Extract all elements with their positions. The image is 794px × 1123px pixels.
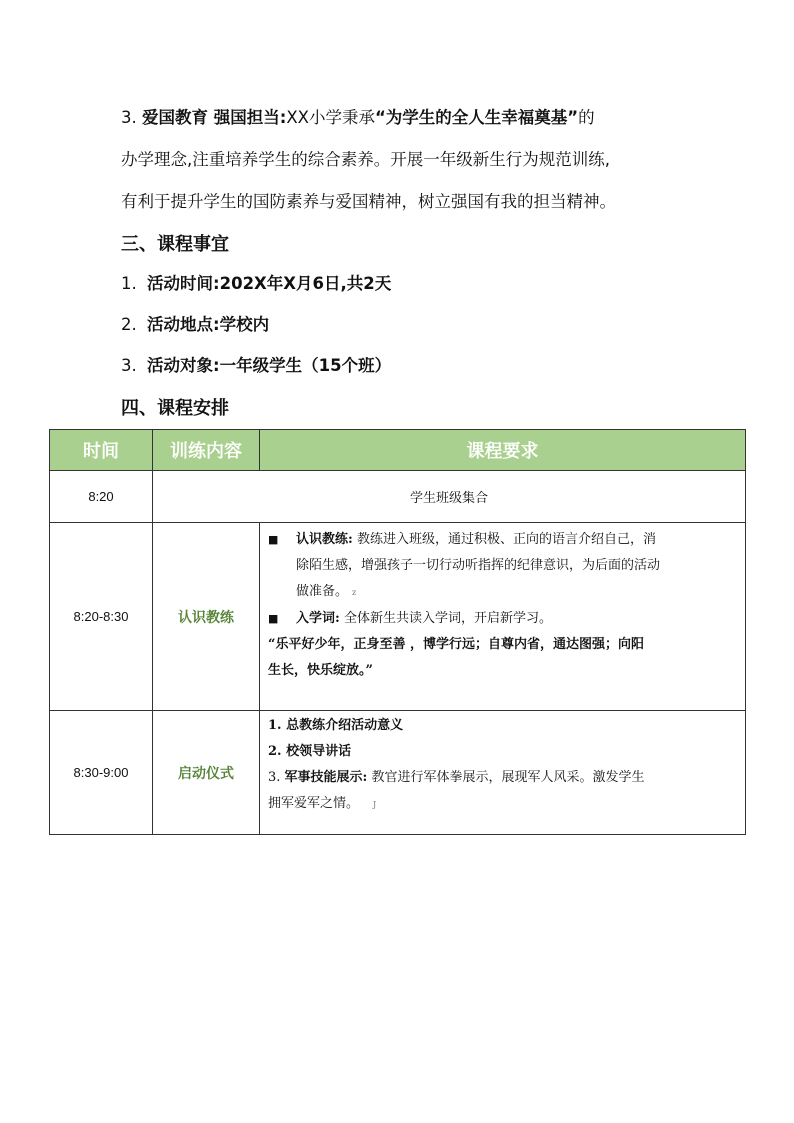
square-bullet-icon: ■: [268, 612, 279, 625]
section-3-title: 三、课程事宜: [121, 234, 229, 255]
table-row: [50, 711, 746, 835]
row3-line3-title: 军事技能展示:: [284, 770, 368, 785]
para3-text1: XX小学秉承: [286, 108, 375, 127]
list-item-label: 活动时间:: [147, 274, 220, 293]
row3-line3-prefix: 3.: [268, 770, 285, 785]
list-item-number: 3.: [121, 356, 137, 375]
bullet1-title: 认识教练:: [296, 532, 353, 547]
list-item-time: [121, 272, 391, 296]
paragraph-mark-icon: z: [352, 588, 357, 597]
table-header-row: [50, 430, 746, 471]
paragraph-3-line1: [121, 106, 595, 130]
square-bullet-icon: ■: [268, 533, 279, 546]
list-item-label: 活动对象:: [147, 356, 220, 375]
row3-requirements: [260, 711, 746, 835]
motto-line1: “乐平好少年，正身至善 ，博学行远；自尊内省，通达图强；向阳: [268, 637, 645, 652]
row3-line4: 拥军爱军之情。: [268, 796, 360, 811]
motto-line2: 生长，快乐绽放。”: [268, 663, 373, 678]
row2-requirements: [260, 523, 746, 711]
bullet1-line2: 除陌生感，增强孩子一切行动听指挥的纪律意识，为后面的活动: [296, 558, 661, 573]
bullet1-line3: 做准备。: [296, 584, 349, 599]
row2-time: 8:20-8:30: [50, 523, 153, 711]
section-4-title: 四、课程安排: [121, 398, 229, 419]
paragraph-mark-icon: J: [373, 800, 377, 809]
table-row: [50, 523, 746, 711]
row3-time: 8:30-9:00: [50, 711, 153, 835]
table-row: [50, 471, 746, 523]
bullet2-text: 全体新生共读入学词，开启新学习。: [343, 611, 552, 626]
row2-bullet2: [268, 606, 737, 632]
row2-bullet1: [268, 527, 737, 553]
header-content: 训练内容: [153, 430, 260, 471]
list-item-value: 学校内: [219, 315, 270, 334]
row1-content: 学生班级集合: [153, 471, 746, 523]
header-time: 时间: [50, 430, 153, 471]
list-item-location: [121, 313, 269, 337]
list-item-audience: [121, 354, 391, 378]
list-item-number: 1.: [121, 274, 137, 293]
bullet2-title: 入学词:: [296, 611, 340, 626]
para3-bold-title: 爱国教育 强国担当:: [142, 108, 287, 127]
header-requirements: 课程要求: [260, 430, 746, 471]
list-item-value: 一年级学生（15个班）: [219, 356, 392, 375]
row3-line3-text: 教官进行军体拳展示，展现军人风采。激发学生: [371, 770, 645, 785]
row2-item: 认识教练: [153, 523, 260, 711]
paragraph-3-line2: 办学理念,注重培养学生的综合素养。开展一年级新生行为规范训练,: [121, 150, 610, 169]
row3-line3: [268, 765, 737, 791]
para3-prefix: 3.: [121, 108, 142, 127]
list-item-number: 2.: [121, 315, 137, 334]
bullet1-line1: 教练进入班级，通过积极、正向的语言介绍自己，消: [356, 532, 656, 547]
para3-text2: 的: [578, 108, 595, 127]
row3-line4-wrap: [268, 791, 737, 818]
bullet1-line3-wrap: [268, 579, 737, 606]
row3-line1: 1. 总教练介绍活动意义: [268, 718, 404, 733]
row1-time: 8:20: [50, 471, 153, 523]
para3-quote: “为学生的全人生幸福奠基”: [374, 108, 579, 127]
list-item-value: 202X年X月6日,共2天: [219, 274, 392, 293]
paragraph-3-line3: 有利于提升学生的国防素养与爱国精神，树立强国有我的担当精神。: [121, 192, 616, 211]
list-item-label: 活动地点:: [147, 315, 220, 334]
schedule-table: [49, 429, 746, 835]
row3-line2: 2. 校领导讲话: [268, 744, 352, 759]
row3-item: 启动仪式: [153, 711, 260, 835]
